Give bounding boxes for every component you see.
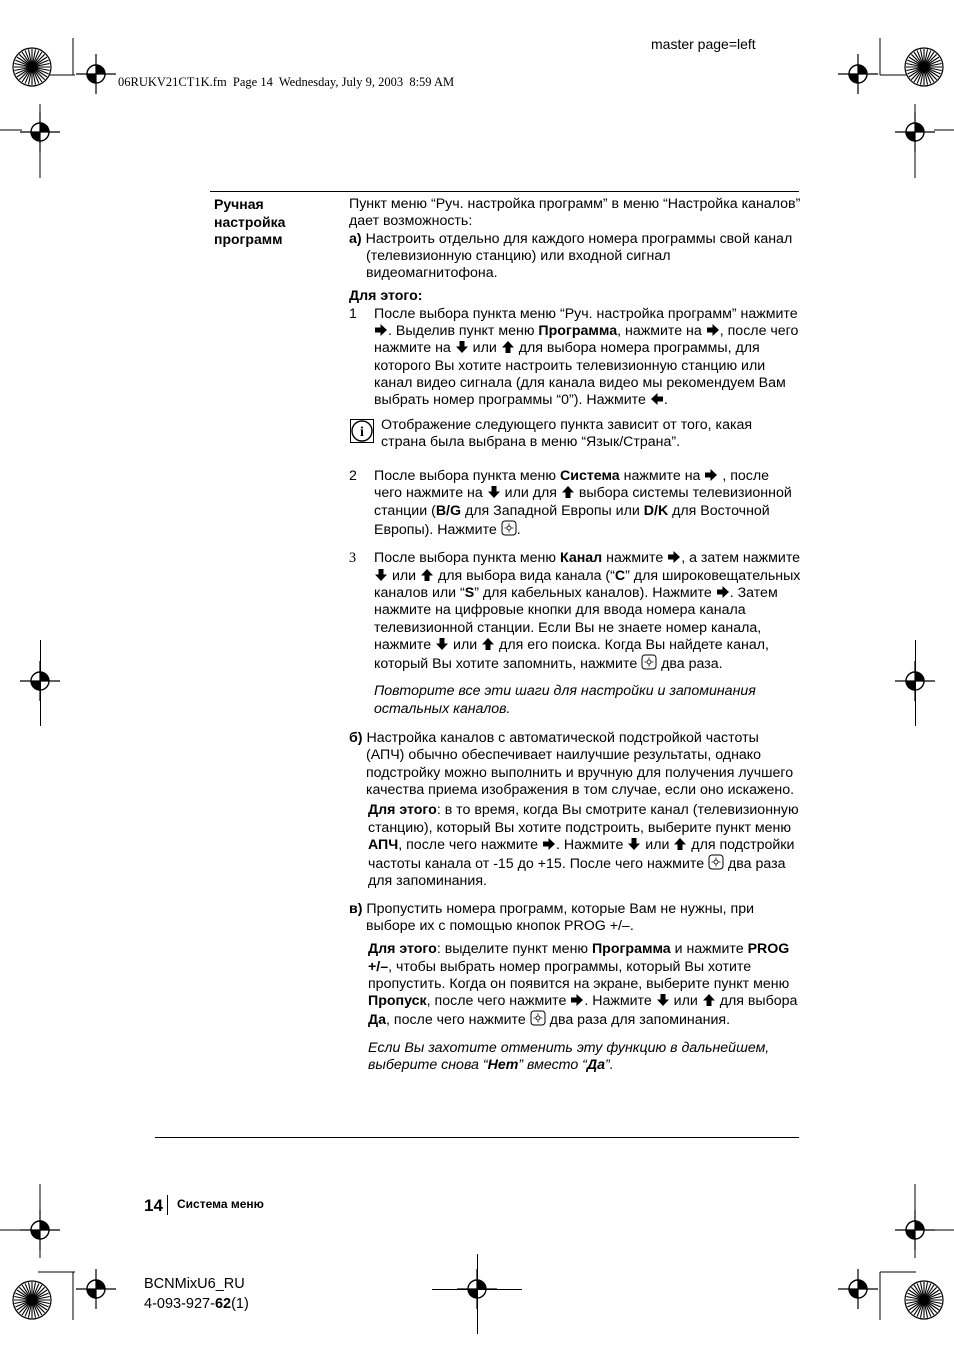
step-1: 1 После выбора пункта меню “Руч. настройка программ” нажмите . Выделив пункт меню Программа, нажмите на , после чего нажмите на или для выбора номера программы, для которого Вы хотите настроить телевизионную станцию или канал видео сигнала (для канала видео мы рекомендуем Вам выбрать номер программы “0”). Нажмите . (349, 305, 799, 409)
top-rule (210, 191, 799, 192)
arrow-down-icon (455, 340, 469, 354)
part-number: 4-093-927-62(1) (144, 1296, 249, 1312)
starburst-icon (12, 47, 52, 87)
ok-button-icon (501, 520, 517, 536)
starburst-icon (12, 1280, 52, 1320)
registration-crosshair-icon (20, 112, 60, 152)
arrow-up-icon (702, 993, 716, 1007)
section-title: Ручная настройка программ (214, 196, 286, 247)
arrow-right-icon (706, 323, 720, 337)
arrow-down-icon (627, 837, 641, 851)
for-this-heading: Для этого: (349, 288, 423, 305)
arrow-up-icon (420, 568, 434, 582)
arrow-left-icon (650, 392, 664, 406)
arrow-down-icon (374, 568, 388, 582)
item-a: а) Настроить отдельно для каждого номера программы свой канал (телевизионную станцию) или входной сигнал видеомагнитофона. (349, 230, 793, 282)
ok-button-icon (708, 854, 724, 870)
crop-mark-bottom-left (0, 1180, 80, 1364)
item-b: б) Настройка каналов с автоматической подстройкой частоты (АПЧ) обычно обеспечивает наилучшие результаты, однако подстройку можно выполнить и вручную для получения лучшего качества приема изображения в том случае, если оно искажено. (349, 730, 795, 798)
arrow-right-icon (716, 585, 730, 599)
starburst-icon (904, 47, 944, 87)
arrow-up-icon (501, 340, 515, 354)
arrow-up-icon (673, 837, 687, 851)
arrow-up-icon (481, 637, 495, 651)
registration-crosshair-icon (838, 54, 878, 94)
item-b-instructions: Для этого: в то время, когда Вы смотрите канал (телевизионную станцию), который Вы хотите подстроить, выберите пункт меню АПЧ, после чего нажмите . Нажмите или для подстройки частоты канала от -15 до +15. После чего нажмите два раза для запоминания. (368, 802, 799, 890)
section-content (349, 196, 801, 1074)
footer-section-name: Система меню (177, 1197, 264, 1211)
footer-divider (167, 1195, 168, 1215)
cancel-note: Если Вы захотите отменить эту функцию в дальнейшем, выберите снова “Нет” вместо “Да”. (368, 1039, 770, 1074)
step-2: 2 После выбора пункта меню Система нажмите на , после чего нажмите на или для выбора системы телевизионной станции (B/G для Западной Европы или D/K для Восточной Европы). Нажмите . (349, 468, 792, 539)
arrow-right-icon (570, 993, 584, 1007)
item-c-instructions: Для этого: выделите пункт меню Программа и нажмите PROG +/–, чтобы выбрать номер программы, который Вы хотите пропустить. Когда он появится на экране, выберите пункт меню Пропуск, после чего нажмите . Нажмите или для выбора Да, после чего нажмите два раза для запоминания. (368, 941, 798, 1029)
ok-button-icon (530, 1010, 546, 1026)
crop-mark-top-left (0, 0, 80, 180)
arrow-down-icon (656, 993, 670, 1007)
file-info: 06RUKV21CT1K.fm Page 14 Wednesday, July 9, 2003 8:59 AM (118, 75, 455, 89)
crosshair-extension (40, 640, 41, 726)
registration-crosshair-icon (895, 1210, 935, 1250)
arrow-right-icon (374, 323, 388, 337)
repeat-note: Повторите все эти шаги для настройки и запоминания остальных каналов. (374, 683, 756, 717)
arrow-right-icon (704, 468, 718, 482)
registration-crosshair-icon (895, 112, 935, 152)
registration-crosshair-icon (76, 54, 116, 94)
info-icon (350, 419, 374, 443)
info-note: i Отображение следующего пункта зависит от того, какая страна была выбрана в меню “Язык/Страна”. (349, 417, 801, 452)
registration-line-top (430, 0, 530, 80)
crosshair-extension (915, 640, 916, 726)
arrow-down-icon (487, 485, 501, 499)
registration-crosshair-icon (20, 1210, 60, 1250)
item-c: в) Пропустить номера программ, которые Вам не нужны, при выборе их с помощью кнопок PROG +/–. (349, 900, 755, 934)
registration-crosshair-icon (838, 1269, 878, 1309)
intro-text: Пункт меню “Руч. настройка программ” в меню “Настройка каналов” дает возможность: (349, 196, 801, 230)
master-page-label: master page=left (651, 36, 756, 52)
arrow-down-icon (435, 637, 449, 651)
page-number: 14 (144, 1196, 163, 1215)
arrow-right-icon (542, 837, 556, 851)
document-code: BCNMixU6_RU (144, 1276, 245, 1292)
arrow-up-icon (561, 485, 575, 499)
crosshair-extension (477, 1254, 478, 1334)
svg-text:i: i (360, 424, 364, 440)
ok-button-icon (641, 654, 657, 670)
registration-crosshair-icon (76, 1269, 116, 1309)
starburst-icon (904, 1280, 944, 1320)
bottom-rule (155, 1137, 799, 1138)
arrow-right-icon (667, 550, 681, 564)
step-3: 3 После выбора пункта меню Канал нажмите , а затем нажмите или для выбора вида канала (“C” для широковещательных каналов или “S” для кабельных каналов). Нажмите . Затем нажмите на цифровые кнопки для ввода номера канала телевизионной станции. Если Вы не знаете номер канала, нажмите или для его поиска. Когда Вы найдете канал, который Вы хотите запомнить, нажмите два раза. (349, 550, 801, 673)
